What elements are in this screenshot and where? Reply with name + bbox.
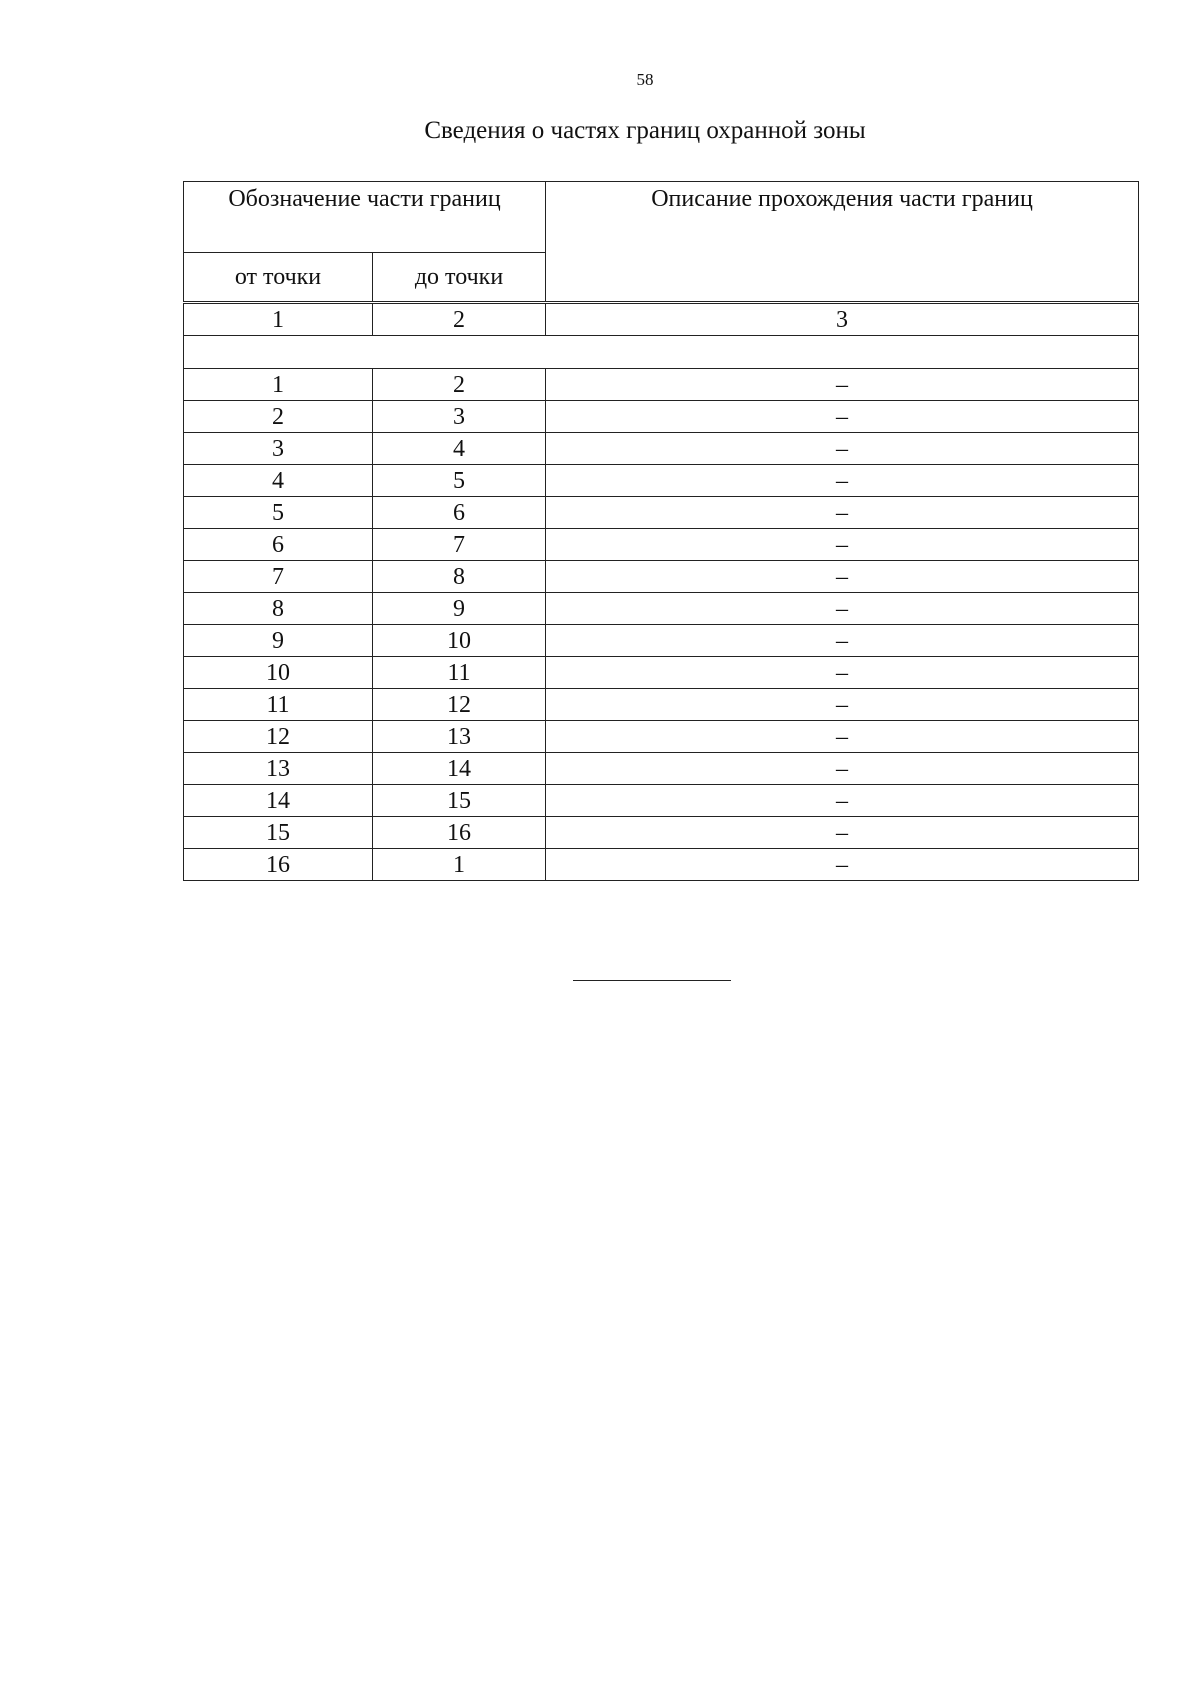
- to-point-cell: 2: [373, 369, 546, 401]
- header-designation: Обозначение части границ: [184, 182, 546, 253]
- to-point-cell: 13: [373, 721, 546, 753]
- to-point-cell: 9: [373, 593, 546, 625]
- to-point-cell: 11: [373, 657, 546, 689]
- document-title: Сведения о частях границ охранной зоны: [424, 117, 866, 144]
- column-number: 1: [184, 304, 373, 336]
- to-point-cell: 12: [373, 689, 546, 721]
- to-point-cell: 8: [373, 561, 546, 593]
- table-row: [184, 465, 1139, 497]
- description-cell: –: [546, 817, 1139, 849]
- column-number: 2: [373, 304, 546, 336]
- table-row: [184, 433, 1139, 465]
- table-row: [184, 785, 1139, 817]
- from-point-cell: 11: [184, 689, 373, 721]
- from-point-cell: 3: [184, 433, 373, 465]
- table-row: [184, 849, 1139, 881]
- table-row: [184, 721, 1139, 753]
- description-cell: –: [546, 657, 1139, 689]
- from-point-cell: 2: [184, 401, 373, 433]
- table-row: [184, 817, 1139, 849]
- from-point-cell: 15: [184, 817, 373, 849]
- to-point-cell: 14: [373, 753, 546, 785]
- table-row: [184, 561, 1139, 593]
- table-row: [184, 529, 1139, 561]
- to-point-cell: 4: [373, 433, 546, 465]
- section-label: [184, 336, 1139, 369]
- table-row: [184, 625, 1139, 657]
- description-cell: –: [546, 689, 1139, 721]
- boundary-table: [183, 303, 1139, 881]
- description-cell: –: [546, 401, 1139, 433]
- closing-rule: [573, 980, 731, 981]
- table-row: [184, 689, 1139, 721]
- table-row: [184, 369, 1139, 401]
- description-cell: –: [546, 753, 1139, 785]
- section-row: [184, 336, 1139, 369]
- header-from-point: от точки: [184, 253, 373, 302]
- description-cell: –: [546, 721, 1139, 753]
- table-header: [183, 181, 1139, 302]
- table-row: [184, 497, 1139, 529]
- from-point-cell: 10: [184, 657, 373, 689]
- to-point-cell: 15: [373, 785, 546, 817]
- table-row: [184, 657, 1139, 689]
- column-number: 3: [546, 304, 1139, 336]
- from-point-cell: 16: [184, 849, 373, 881]
- description-cell: –: [546, 849, 1139, 881]
- description-cell: –: [546, 561, 1139, 593]
- description-cell: –: [546, 593, 1139, 625]
- table-row: [184, 401, 1139, 433]
- boundary-table-body: [184, 304, 1139, 881]
- from-point-cell: 6: [184, 529, 373, 561]
- from-point-cell: 12: [184, 721, 373, 753]
- from-point-cell: 7: [184, 561, 373, 593]
- to-point-cell: 3: [373, 401, 546, 433]
- page-number: 58: [636, 70, 654, 89]
- from-point-cell: 1: [184, 369, 373, 401]
- table-row: [184, 753, 1139, 785]
- to-point-cell: 1: [373, 849, 546, 881]
- description-cell: –: [546, 465, 1139, 497]
- description-cell: –: [546, 529, 1139, 561]
- description-cell: –: [546, 785, 1139, 817]
- to-point-cell: 16: [373, 817, 546, 849]
- to-point-cell: 6: [373, 497, 546, 529]
- from-point-cell: 8: [184, 593, 373, 625]
- to-point-cell: 5: [373, 465, 546, 497]
- from-point-cell: 14: [184, 785, 373, 817]
- from-point-cell: 5: [184, 497, 373, 529]
- to-point-cell: 7: [373, 529, 546, 561]
- from-point-cell: 9: [184, 625, 373, 657]
- column-numbers-row: [184, 304, 1139, 336]
- header-to-point: до точки: [373, 253, 546, 302]
- header-description: Описание прохождения части границ: [546, 182, 1139, 302]
- description-cell: –: [546, 625, 1139, 657]
- description-cell: –: [546, 497, 1139, 529]
- from-point-cell: 4: [184, 465, 373, 497]
- description-cell: –: [546, 433, 1139, 465]
- table-row: [184, 593, 1139, 625]
- from-point-cell: 13: [184, 753, 373, 785]
- to-point-cell: 10: [373, 625, 546, 657]
- description-cell: –: [546, 369, 1139, 401]
